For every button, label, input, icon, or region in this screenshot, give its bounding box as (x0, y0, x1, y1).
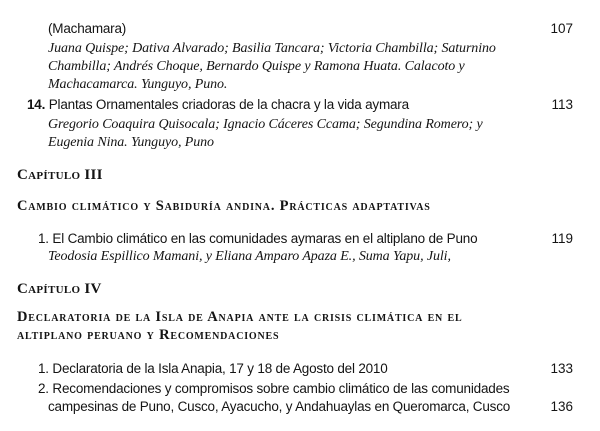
entry-13-authors-line-2: Chambilla; Andrés Choque, Bernardo Quispe y Ramona Huata. Calacoto y (48, 59, 465, 74)
entry-13-authors-line-1: Juana Quispe; Dativa Alvarado; Basilia Tancara; Victoria Chambilla; Saturnino (48, 41, 496, 56)
chapter-3-section-title: Cambio climático y Sabiduría andina. Prácticas adaptativas (17, 198, 431, 214)
entry-13-title-cont: (Machamara) (48, 21, 127, 36)
entry-14-number: 14. (27, 97, 46, 112)
entry-14-authors-line-1: Gregorio Coaquira Quisocala; Ignacio Cáceres Ccama; Segundina Romero; y (48, 117, 483, 132)
chapter-3-item-1-title: 1. El Cambio climático en las comunidades aymaras en el altiplano de Puno (38, 231, 478, 246)
chapter-3-label: Capítulo III (17, 167, 103, 183)
chapter-4-item-2-title-line-1: 2. Recomendaciones y compromisos sobre cambio climático de las comunidades (38, 381, 510, 396)
chapter-3-item-1-page: 119 (551, 231, 573, 246)
chapter-4-item-2-title-line-2: campesinas de Puno, Cusco, Ayacucho, y Andahuaylas en Queromarca, Cusco (48, 399, 511, 414)
chapter-4-item-2-page: 136 (550, 399, 573, 414)
entry-13-page: 107 (550, 21, 573, 36)
entry-14-title: Plantas Ornamentales criadoras de la chacra y la vida aymara (48, 97, 409, 112)
entry-14-page: 113 (551, 97, 573, 112)
chapter-4-section-title-line-1: Declaratoria de la Isla de Anapia ante la crisis climática en el (17, 309, 463, 325)
chapter-4-label: Capítulo IV (17, 281, 102, 297)
chapter-3-item-1-authors: Teodosia Espillico Mamani, y Eliana Amparo Apaza E., Suma Yapu, Juli, (48, 249, 451, 264)
chapter-4-item-1-page: 133 (550, 361, 573, 376)
entry-14-authors-line-2: Eugenia Nina. Yunguyo, Puno (48, 135, 214, 150)
chapter-4-section-title-line-2: altiplano peruano y Recomendaciones (17, 327, 280, 343)
entry-14-heading (27, 98, 409, 112)
entry-13-authors-line-3: Machacamarca. Yunguyo, Puno. (48, 77, 228, 92)
chapter-4-item-1-title: 1. Declaratoria de la Isla Anapia, 17 y 18 de Agosto del 2010 (38, 361, 388, 376)
